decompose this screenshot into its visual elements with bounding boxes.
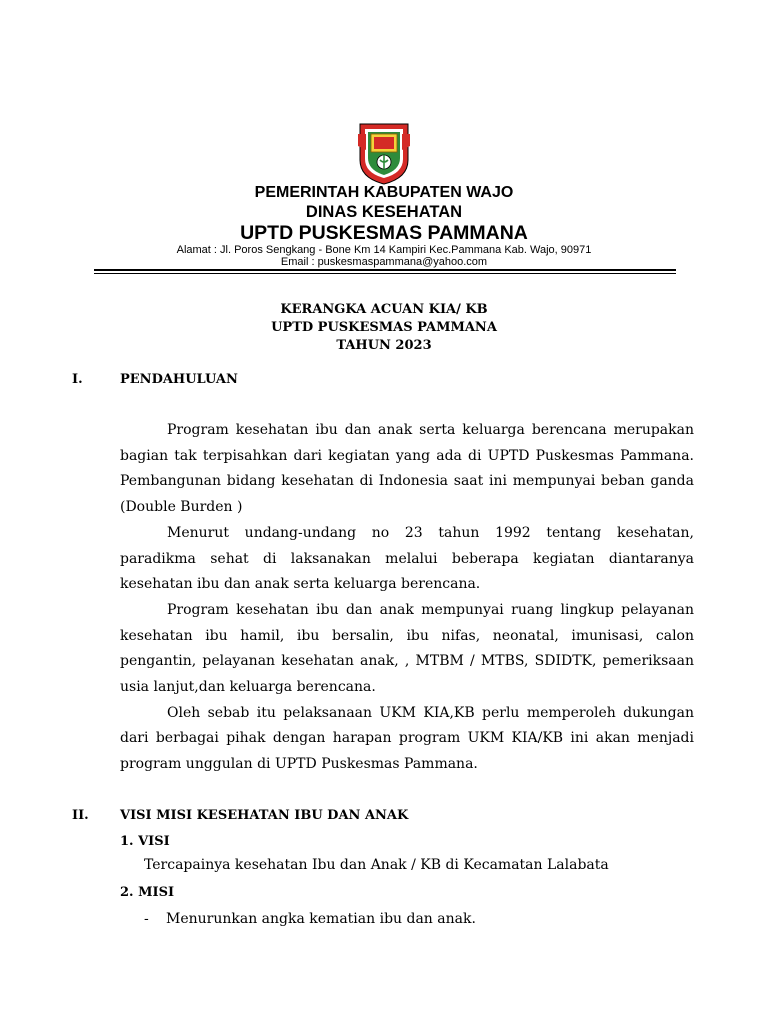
- doc-title-line2: UPTD PUSKESMAS PAMMANA: [271, 320, 497, 335]
- section-1-number: I.: [72, 372, 83, 387]
- misi-bullet: -: [144, 911, 149, 927]
- letterhead-divider-thick: [94, 269, 676, 271]
- misi-item-text: Menurunkan angka kematian ibu dan anak.: [166, 911, 476, 927]
- paragraph: Program kesehatan ibu dan anak mempunyai ruang lingkup pelayanan kesehatan ibu hamil, ibu bersalin, ibu nifas, neonatal, imunisasi, calon pengantin, pelayanan kesehatan anak, , MTBM / MTBS, SDIDTK, pemeriksaan usia lanjut,dan keluarga berencana.: [120, 601, 694, 696]
- paragraph: Program kesehatan ibu dan anak serta keluarga berencana merupakan bagian tak terpisahkan dari kegiatan yang ada di UPTD Puskesmas Pammana. Pembangunan bidang kesehatan di Indonesia saat ini mempunyai beban ganda (Double Burden ): [120, 422, 694, 516]
- section-2-title: VISI MISI KESEHATAN IBU DAN ANAK: [120, 808, 409, 823]
- letterhead-government: PEMERINTAH KABUPATEN WAJO: [254, 184, 514, 201]
- section-1-body: [120, 418, 694, 778]
- letterhead-department: DINAS KESEHATAN: [305, 203, 463, 221]
- doc-title-line1: KERANGKA ACUAN KIA/ KB: [280, 302, 488, 317]
- section-2-number: II.: [72, 808, 89, 823]
- visi-heading: 1. VISI: [120, 834, 170, 849]
- letterhead-institution: UPTD PUSKESMAS PAMMANA: [240, 222, 528, 244]
- doc-title-line3: TAHUN 2023: [336, 338, 432, 353]
- misi-heading: 2. MISI: [120, 885, 175, 900]
- letterhead-email: Email : puskesmaspammana@yahoo.com: [280, 256, 488, 268]
- visi-text: Tercapainya kesehatan Ibu dan Anak / KB di Kecamatan Lalabata: [144, 857, 609, 873]
- section-1-title: PENDAHULUAN: [120, 372, 238, 387]
- letterhead-divider-thin: [94, 273, 676, 274]
- paragraph: Oleh sebab itu pelaksanaan UKM KIA,KB perlu memperoleh dukungan dari berbagai pihak dengan harapan program UKM KIA/KB ini akan menjadi program unggulan di UPTD Puskesmas Pammana.: [120, 704, 694, 773]
- letterhead-address: Alamat : Jl. Poros Sengkang - Bone Km 14 Kampiri Kec.Pammana Kab. Wajo, 90971: [176, 244, 592, 256]
- paragraph: Menurut undang-undang no 23 tahun 1992 tentang kesehatan, paradikma sehat di laksanakan melalui beberapa kegiatan diantaranya kesehatan ibu dan anak serta keluarga berencana.: [120, 524, 694, 593]
- kabupaten-wajo-crest-logo: [356, 120, 412, 186]
